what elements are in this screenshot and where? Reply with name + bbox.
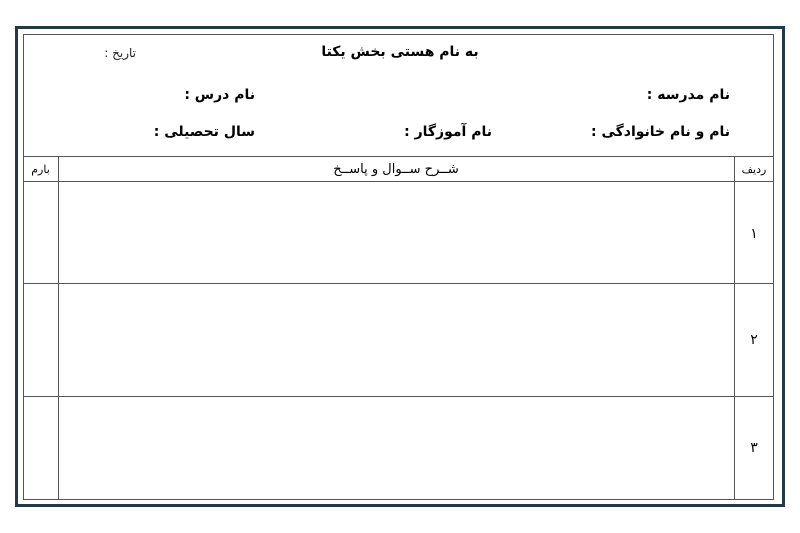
table-top-border <box>23 156 774 157</box>
table-row-divider <box>23 283 774 284</box>
table-column-divider <box>58 156 59 500</box>
teacher-name-label: نام آموزگار : <box>404 124 492 140</box>
date-label: تاریخ : <box>104 46 136 60</box>
column-header-score: بارم <box>31 163 50 176</box>
lesson-name-label: نام درس : <box>184 87 255 103</box>
table-row-number: ۳ <box>750 440 758 456</box>
table-row-number: ۲ <box>750 332 758 348</box>
column-header-description: شــرح ســوال و پاســخ <box>333 162 459 177</box>
column-header-row: ردیف <box>741 163 767 176</box>
table-header-divider <box>23 181 774 182</box>
school-name-label: نام مدرسه : <box>646 87 730 103</box>
school-year-label: سال تحصیلی : <box>153 124 255 140</box>
table-row-number: ۱ <box>750 226 758 242</box>
page-title: به نام هستی بخش یکتا <box>321 44 479 60</box>
inner-frame <box>23 34 774 500</box>
table-row-divider <box>23 396 774 397</box>
student-fullname-label: نام و نام خانوادگی : <box>590 124 730 140</box>
